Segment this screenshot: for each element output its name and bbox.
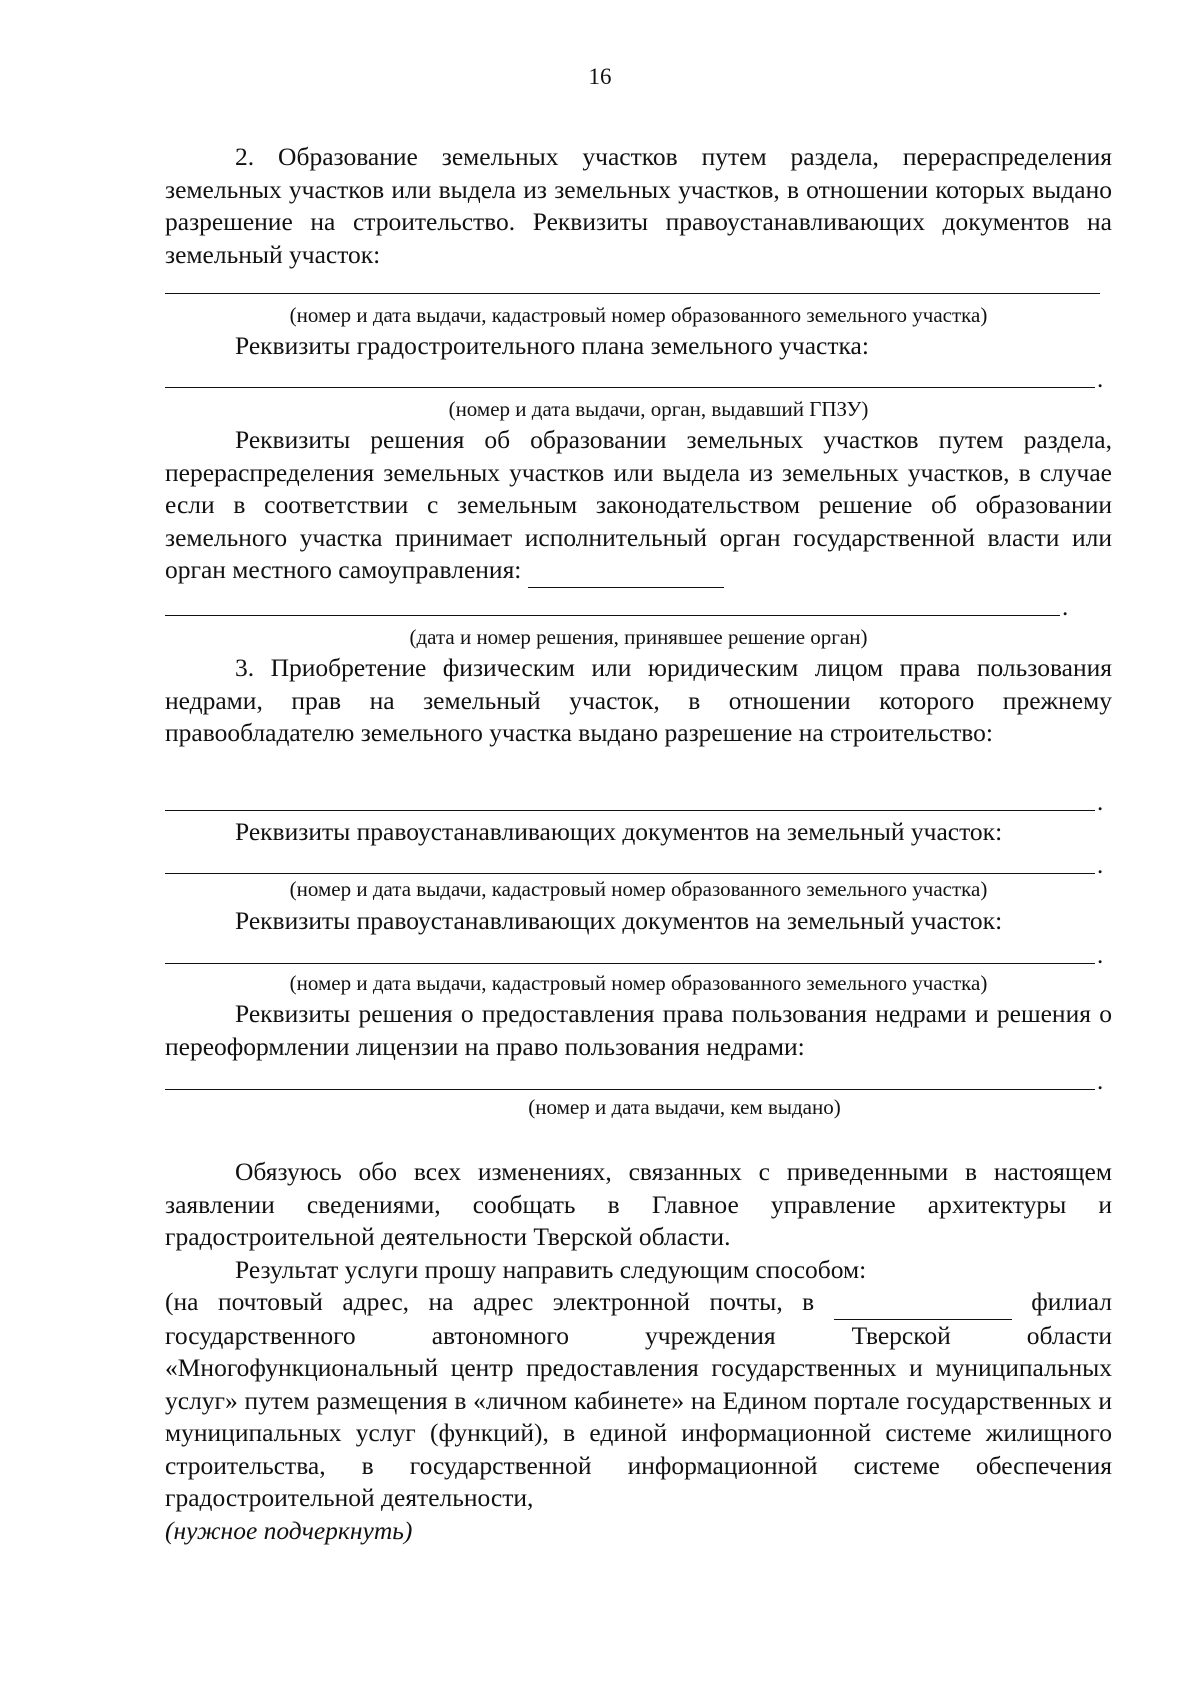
section-2 (165, 141, 1112, 271)
blank-line-gpzu[interactable]: . (165, 362, 1112, 394)
section-2-text: 2. Образование земельных участков путем раздела, перераспределения земельных участков или выдела из земельных участков, в отношении которых выдано разрешение на строительство. Реквизиты правоустанавливающих документов на земельный участок: (165, 142, 1112, 269)
docs-label-1: Реквизиты правоустанавливающих документов на земельный участок: (235, 817, 1003, 846)
caption-decision: (дата и номер решения, принявшее решение орган) (409, 625, 868, 649)
blank-line-license[interactable]: . (165, 1064, 1112, 1096)
blank-line-docs-1[interactable]: . (165, 848, 1112, 880)
methods-text: (на почтовый адрес, на адрес электронной почты, в филиал государственного автономного учреждения Тверской области «Многофункциональный центр предоставления государственных и муниципальных услуг» путем размещения в «личном кабинете» на Едином портале государственных и муниципальных услуг (функций), в единой информационной системе жилищного строительства, в государственной информационной системе обеспечения градостроительной деятельности, (165, 1287, 1112, 1512)
caption-license: (номер и дата выдачи, кем выдано) (528, 1095, 841, 1119)
result-label: Результат услуги прошу направить следующим способом: (235, 1255, 867, 1284)
blank-line-decision[interactable]: . (165, 590, 1112, 622)
gpzu-label: Реквизиты градостроительного плана земельного участка: (235, 331, 869, 360)
caption-docs-2: (номер и дата выдачи, кадастровый номер образованного земельного участка) (289, 971, 988, 995)
section-3 (165, 652, 1112, 750)
docs-label-2: Реквизиты правоустанавливающих документов на земельный участок: (235, 906, 1003, 935)
caption-docs: (номер и дата выдачи, кадастровый номер образованного земельного участка) (289, 303, 988, 327)
page-number: 16 (588, 64, 612, 89)
blank-line-docs[interactable] (165, 268, 1112, 300)
caption-docs-1: (номер и дата выдачи, кадастровый номер образованного земельного участка) (289, 877, 988, 901)
obligation-text: Обязуюсь обо всех изменениях, связанных с приведенными в настоящем заявлении сведениями, сообщать в Главное управление архитектуры и градостроительной деятельности Тверской области. (165, 1157, 1112, 1251)
decision-text: Реквизиты решения об образовании земельных участков путем раздела, перераспределения земельных участков или выдела из земельных участков, в случае если в соответствии с земельным законодательством решение об образовании земельного участка принимает исполнительный орган государственной власти или орган местного самоуправления: (165, 424, 1112, 588)
blank-inline-decision[interactable] (528, 554, 724, 588)
section-3-text: 3. Приобретение физическим или юридическим лицом права пользования недрами, прав на земельный участок, в отношении которого прежнему правообладателю земельного участка выдано разрешение на строительство: (165, 653, 1112, 747)
blank-line-docs-2[interactable]: . (165, 938, 1112, 970)
caption-gpzu: (номер и дата выдачи, орган, выдавший ГПЗУ) (448, 397, 869, 421)
blank-line-acquisition[interactable]: . (165, 785, 1112, 817)
blank-inline-methods[interactable] (834, 1286, 1012, 1320)
underline-note: (нужное подчеркнуть) (165, 1515, 413, 1545)
license-text: Реквизиты решения о предоставления права пользования недрами и решения о переоформлении лицензии на право пользования недрами: (165, 999, 1112, 1061)
